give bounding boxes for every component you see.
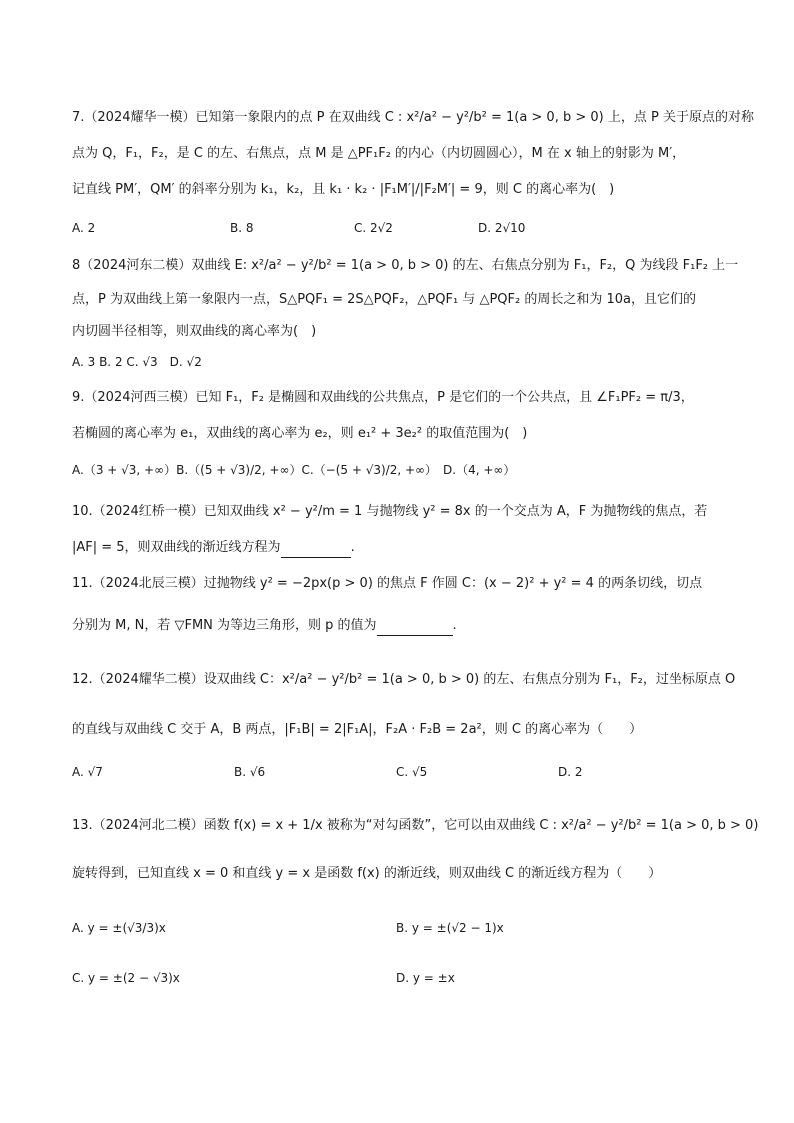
problem-7-option-d: D. 2√10 <box>478 221 526 235</box>
answer-blank[interactable] <box>377 621 453 636</box>
problem-9-options: A.（3 + √3, +∞）B.（(5 + √3)/2, +∞）C.（−(5 + √3)/2, +∞） D.（4, +∞） <box>72 463 516 477</box>
problem-11-line-1: 11.（2024北辰三模）过抛物线 y² = −2px(p > 0) 的焦点 F 作圆 C：(x − 2)² + y² = 4 的两条切线，切点 <box>72 576 703 591</box>
problem-12-option-d: D. 2 <box>558 765 583 779</box>
problem-10-end: . <box>350 540 355 555</box>
problem-13-option-a: A. y = ±(√3/3)x <box>72 921 166 935</box>
problem-13-line-1: 13.（2024河北二模）函数 f(x) = x + 1/x 被称为“对勾函数”，它可以由双曲线 C : x²/a² − y²/b² = 1(a > 0, b > 0) <box>72 818 759 833</box>
problem-12-option-b: B. √6 <box>234 765 266 779</box>
problem-12-line-2: 的直线与双曲线 C 交于 A，B 两点，|F₁B| = 2|F₁A|，F₂A · F₂B = 2a²，则 C 的离心率为（ ） <box>72 722 643 737</box>
problem-12-option-c: C. √5 <box>396 765 428 779</box>
problem-13-option-c: C. y = ±(2 − √3)x <box>72 971 180 985</box>
problem-12-option-a: A. √7 <box>72 765 103 779</box>
problem-13-option-d: D. y = ±x <box>396 971 455 985</box>
problem-11-line-2 <box>72 616 457 636</box>
problem-11-end: . <box>452 618 457 633</box>
problem-8-line-1: 8（2024河东二模）双曲线 E: x²/a² − y²/b² = 1(a > 0, b > 0) 的左、右焦点分别为 F₁，F₂，Q 为线段 F₁F₂ 上一 <box>72 258 739 273</box>
problem-7-option-b: B. 8 <box>230 221 254 235</box>
answer-blank[interactable] <box>281 543 351 558</box>
problem-8-line-3: 内切圆半径相等，则双曲线的离心率为( ) <box>72 324 317 339</box>
problem-8-options: A. 3 B. 2 C. √3 D. √2 <box>72 355 202 369</box>
problem-10-line-2 <box>72 538 355 558</box>
problem-7-option-a: A. 2 <box>72 221 96 235</box>
problem-8-line-2: 点，P 为双曲线上第一象限内一点，S△PQF₁ = 2S△PQF₂，△PQF₁ 与 △PQF₂ 的周长之和为 10a，且它们的 <box>72 292 696 307</box>
problem-13-line-2: 旋转得到，已知直线 x = 0 和直线 y = x 是函数 f(x) 的渐近线，则双曲线 C 的渐近线方程为（ ） <box>72 866 662 881</box>
problem-7-option-c: C. 2√2 <box>354 221 393 235</box>
problem-11-line-2-text: 分别为 M, N，若 ▽FMN 为等边三角形，则 p 的值为 <box>72 618 377 633</box>
problem-12-line-1: 12.（2024耀华二模）设双曲线 C：x²/a² − y²/b² = 1(a > 0, b > 0) 的左、右焦点分别为 F₁，F₂，过坐标原点 O <box>72 672 736 687</box>
problem-7-line-1: 7.（2024耀华一模）已知第一象限内的点 P 在双曲线 C : x²/a² − y²/b² = 1(a > 0, b > 0) 上，点 P 关于原点的对称 <box>72 110 754 125</box>
problem-10-line-1: 10.（2024红桥一模）已知双曲线 x² − y²/m = 1 与抛物线 y² = 8x 的一个交点为 A，F 为抛物线的焦点，若 <box>72 504 708 519</box>
problem-10-line-2-text: |AF| = 5，则双曲线的渐近线方程为 <box>72 540 281 555</box>
problem-7-line-3: 记直线 PM′，QM′ 的斜率分别为 k₁，k₂，且 k₁ · k₂ · |F₁M′|/|F₂M′| = 9，则 C 的离心率为( ) <box>72 182 615 197</box>
problem-13-option-b: B. y = ±(√2 − 1)x <box>396 921 504 935</box>
problem-9-line-1: 9.（2024河西三模）已知 F₁，F₂ 是椭圆和双曲线的公共焦点，P 是它们的一个公共点，且 ∠F₁PF₂ = π/3， <box>72 390 694 405</box>
problem-9-line-2: 若椭圆的离心率为 e₁，双曲线的离心率为 e₂，则 e₁² + 3e₂² 的取值范围为( ) <box>72 426 528 441</box>
problem-7-line-2: 点为 Q，F₁，F₂，是 C 的左、右焦点，点 M 是 △PF₁F₂ 的内心（内切圆圆心），M 在 x 轴上的射影为 M′， <box>72 146 686 161</box>
